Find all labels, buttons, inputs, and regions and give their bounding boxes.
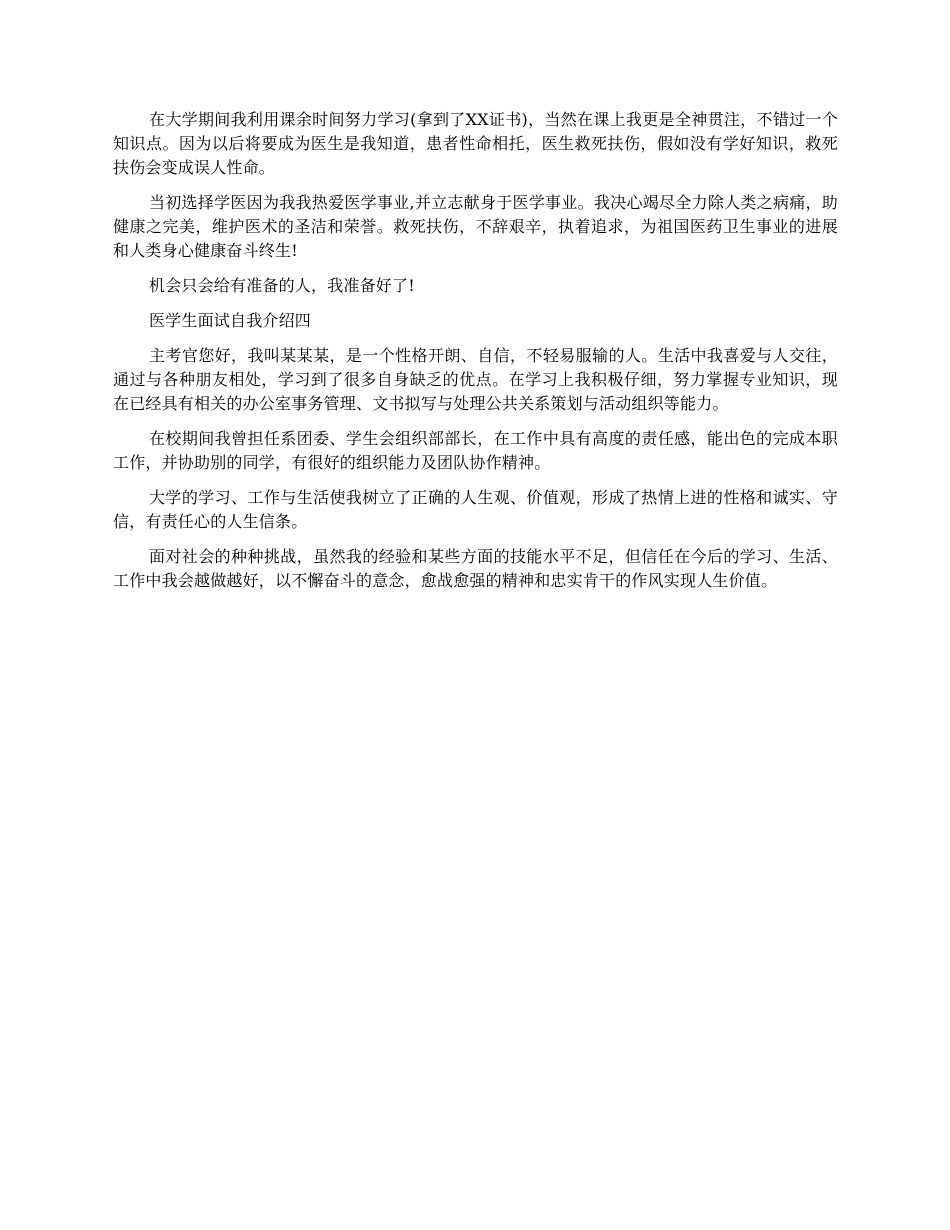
section-heading: 医学生面试自我介绍四	[149, 311, 312, 330]
paragraph-campus-roles: 在校期间我曾担任系团委、学生会组织部部长，在工作中具有高度的责任感，能出色的完成本职工作，并协助别的同学，有很好的组织能力及团队协作精神。	[113, 429, 838, 472]
paragraph-motivation: 当初选择学医因为我我热爱医学事业,并立志献身于医学事业。我决心竭尽全力除人类之病痛，助健康之完美，维护医术的圣洁和荣誉。救死扶伤，不辞艰辛，执着追求，为祖国医药卫生事业的进展和人类身心健康奋斗终生!	[113, 193, 838, 260]
paragraph-values: 大学的学习、工作与生活使我树立了正确的人生观、价值观，形成了热情上进的性格和诚实、守信，有责任心的人生信条。	[113, 488, 838, 531]
paragraph-conclusion: 面对社会的种种挑战，虽然我的经验和某些方面的技能水平不足，但信任在今后的学习、生活、工作中我会越做越好，以不懈奋斗的意念，愈战愈强的精神和忠实肯干的作风实现人生价值。	[113, 547, 838, 590]
paragraph-introduction: 主考官您好，我叫某某某，是一个性格开朗、自信，不轻易服输的人。生活中我喜爱与人交往，通过与各种朋友相处，学习到了很多自身缺乏的优点。在学习上我积极仔细，努力掌握专业知识，现在已经具有相关的办公室事务管理、文书拟写与处理公共关系策划与活动组织等能力。	[113, 346, 838, 413]
paragraph-ready: 机会只会给有准备的人，我准备好了!	[149, 276, 415, 295]
paragraph-study: 在大学期间我利用课余时间努力学习(拿到了XX证书)，当然在课上我更是全神贯注，不错过一个知识点。因为以后将要成为医生是我知道，患者性命相托，医生救死扶伤，假如没有学好知识，救死扶伤会变成误人性命。	[113, 110, 838, 177]
